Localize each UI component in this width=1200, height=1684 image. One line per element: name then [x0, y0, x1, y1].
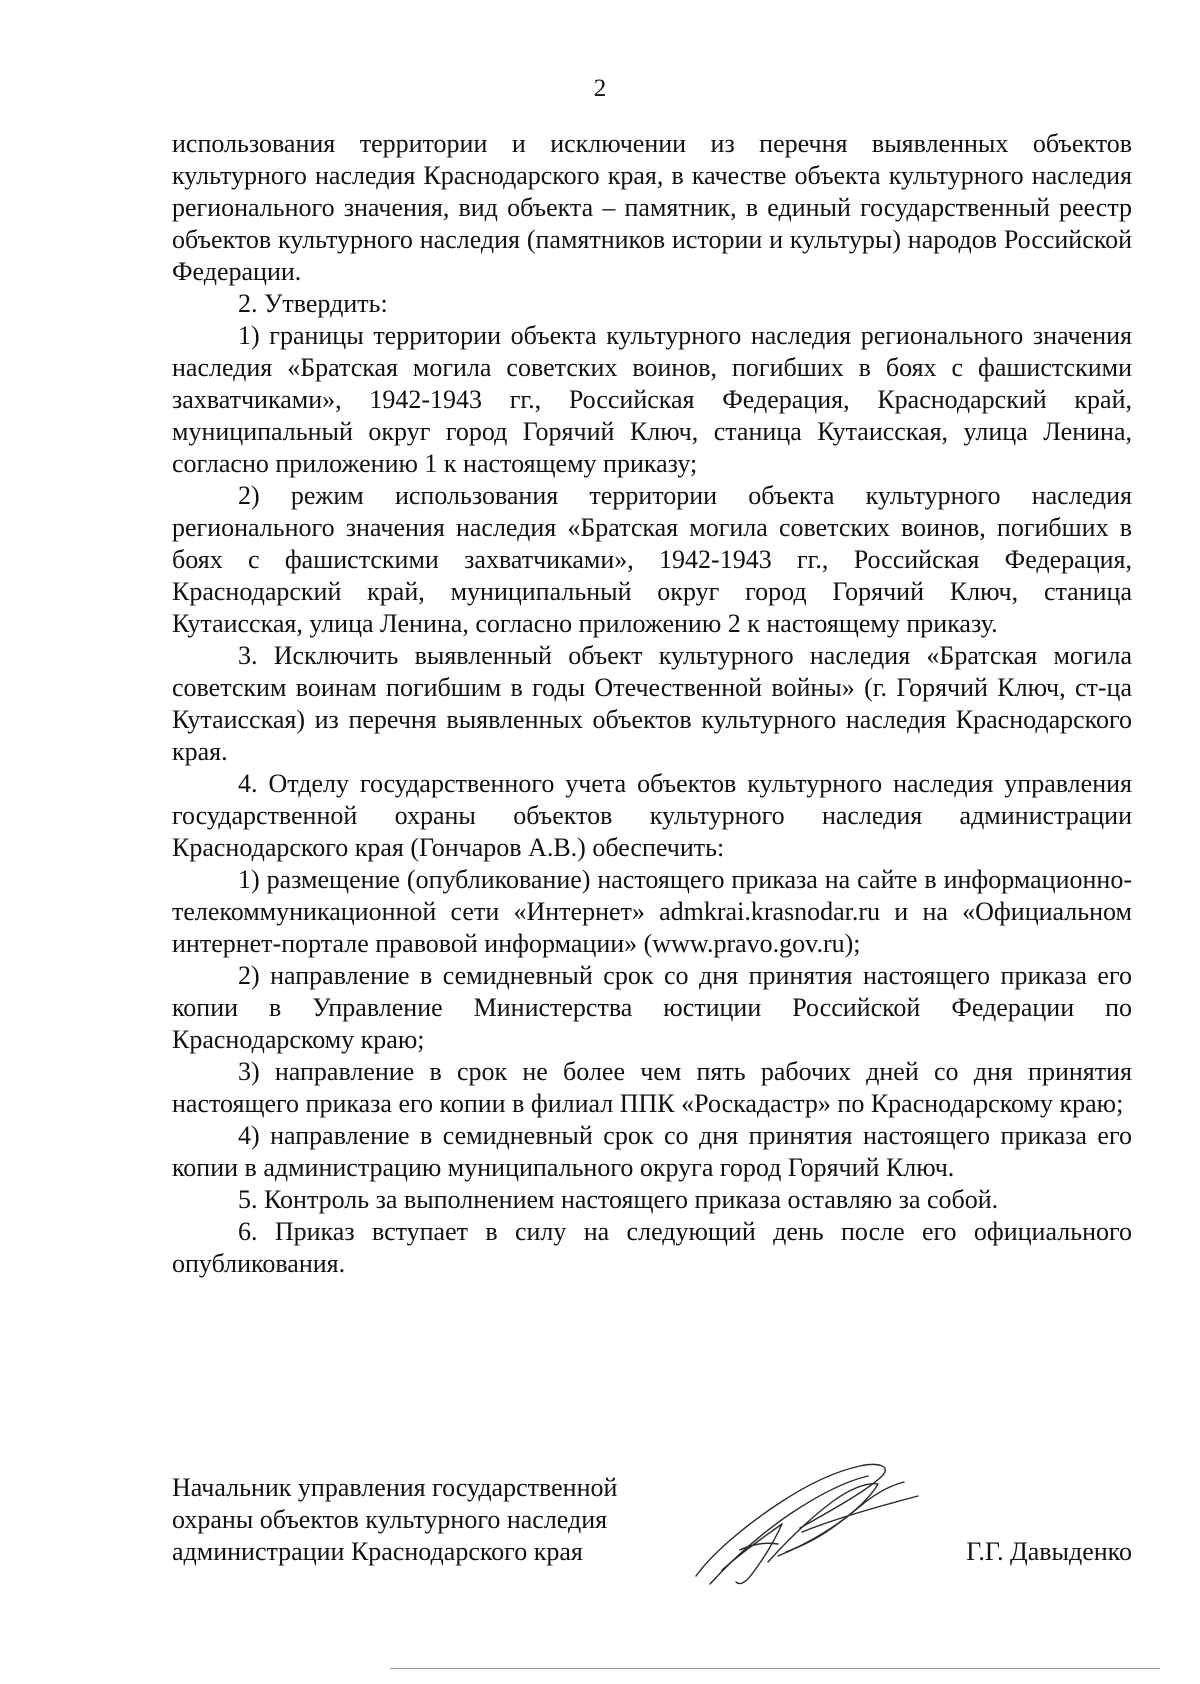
footer-divider: [390, 1668, 1160, 1669]
paragraph: использования территории и исключении из перечня выявленных объектов культурного наследия Краснодарского края, в качестве объекта культурного наследия регионального значения, вид объекта – памятник, в единый государственный реестр объектов культурного наследия (памятников истории и культуры) народов Российской Федерации.: [172, 129, 1132, 286]
paragraph: 3. Исключить выявленный объект культурного наследия «Братская могила советским воинам погибшим в годы Отечественной войны» (г. Горячий Ключ, ст-ца Кутаисская) из перечня выявленных объектов культурного наследия Краснодарского края.: [172, 641, 1132, 766]
signatory-position: [172, 1472, 672, 1568]
document-body: [172, 128, 1132, 1280]
paragraph: 5. Контроль за выполнением настоящего приказа оставляю за собой.: [238, 1185, 999, 1214]
paragraph: 1) границы территории объекта культурного наследия регионального значения наследия «Братская могила советских воинов, погибших в боях с фашистскими захватчиками», 1942-1943 гг., Российская Федерация, Краснодарский край, муниципальный округ город Горячий Ключ, станица Кутаисская, улица Ленина, согласно приложению 1 к настоящему приказу;: [172, 321, 1132, 478]
paragraph: 4) направление в семидневный срок со дня принятия настоящего приказа его копии в администрацию муниципального округа город Горячий Ключ.: [172, 1121, 1132, 1182]
signatory-position-line: охраны объектов культурного наследия: [172, 1505, 608, 1534]
paragraph: 1) размещение (опубликование) настоящего приказа на сайте в информационно-телекоммуникационной сети «Интернет» admkrai.krasnodar.ru и на «Официальном интернет-портале правовой информации» (www.pravo.gov.ru);: [172, 865, 1132, 958]
signatory-position-line: администрации Краснодарского края: [172, 1537, 583, 1566]
paragraph: 2) режим использования территории объекта культурного наследия регионального значения наследия «Братская могила советских воинов, погибших в боях с фашистскими захватчиками», 1942-1943 гг., Российская Федерация, Краснодарский край, муниципальный округ город Горячий Ключ, станица Кутаисская, улица Ленина, согласно приложению 2 к настоящему приказу.: [172, 481, 1132, 638]
signature-block: [172, 1472, 1132, 1592]
handwritten-signature: [682, 1458, 922, 1598]
signatory-position-line: Начальник управления государственной: [172, 1473, 618, 1502]
paragraph: 2) направление в семидневный срок со дня принятия настоящего приказа его копии в Управление Министерства юстиции Российской Федерации по Краснодарскому краю;: [172, 961, 1132, 1054]
signatory-name: Г.Г. Давыденко: [966, 1537, 1132, 1566]
page-number: 2: [593, 75, 607, 102]
paragraph: 2. Утвердить:: [238, 289, 388, 318]
paragraph: 6. Приказ вступает в силу на следующий день после его официального опубликования.: [172, 1217, 1132, 1278]
paragraph: 4. Отделу государственного учета объектов культурного наследия управления государственной охраны объектов культурного наследия администрации Краснодарского края (Гончаров А.В.) обеспечить:: [172, 769, 1132, 862]
paragraph: 3) направление в срок не более чем пять рабочих дней со дня принятия настоящего приказа его копии в филиал ППК «Роскадастр» по Краснодарскому краю;: [172, 1057, 1132, 1118]
